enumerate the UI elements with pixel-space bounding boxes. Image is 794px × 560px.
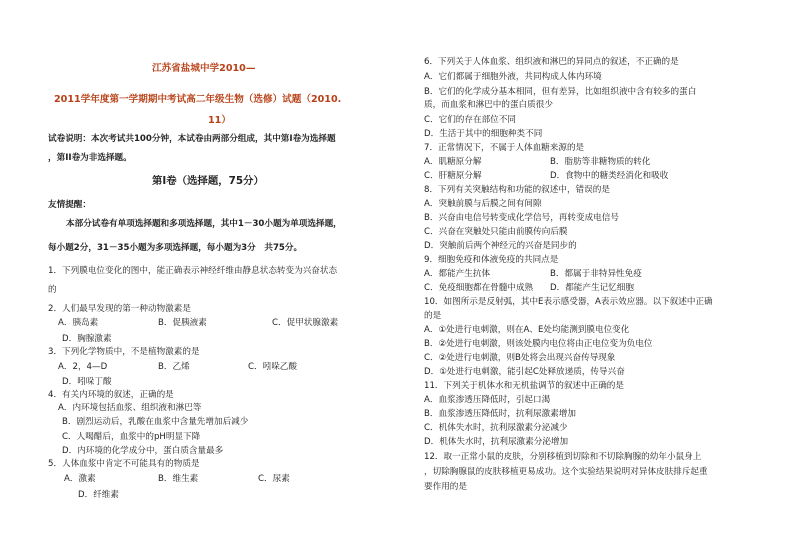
- question-12-line1: 12．取一正常小鼠的皮肤，分别移植到切除和不切除胸腺的幼年小鼠身上: [424, 452, 702, 462]
- question-4: 4．有关内环境的叙述，正确的是: [48, 390, 174, 400]
- question-4-option-d: D．内环境的化学成分中，蛋白质含量最多: [62, 446, 224, 456]
- question-5: 5．人体血浆中肯定不可能具有的物质是: [48, 459, 200, 469]
- question-7: 7．正常情况下，不属于人体血糖来源的是: [424, 143, 585, 153]
- question-6: 6．下列关于人体血浆、组织液和淋巴的异同点的叙述，不正确的是: [424, 57, 679, 67]
- question-7-option-c: C．肝糖原分解: [424, 171, 482, 181]
- exam-title-line3: 11）: [208, 115, 231, 126]
- exam-title-line2: 2011学年度第一学期期中考试高二年级生物（选修）试题（2010.: [54, 94, 342, 105]
- question-3-option-c: C．吲哚乙酸: [248, 362, 297, 372]
- question-4-option-b: B．剧烈运动后，乳酸在血浆中含量先增加后减少: [62, 417, 249, 427]
- tip-title: 友情提醒：: [48, 200, 91, 210]
- exam-note-line1: 试卷说明：本次考试共100分钟，本试卷由两部分组成，其中第I卷为选择题: [48, 134, 336, 144]
- question-9-option-c: C．免疫细胞都在骨髓中成熟: [424, 283, 534, 293]
- question-5-option-c: C．尿素: [258, 474, 290, 484]
- tip-line2: 每小题2分，31－35小题为多项选择题，每小题为3分 共75分。: [48, 243, 303, 253]
- tip-line1: 本部分试卷有单项选择题和多项选择题，其中1－30小题为单项选择题，: [66, 219, 342, 229]
- question-6-option-d: D．生活于其中的细胞种类不同: [424, 129, 543, 139]
- question-11-option-d: D．机体失水时，抗利尿激素分泌增加: [424, 437, 569, 447]
- question-8-option-a: A．突触前膜与后膜之间有间隙: [424, 199, 542, 209]
- question-2-option-d: D．胸腺激素: [62, 334, 112, 344]
- question-7-option-a: A．肌糖原分解: [424, 157, 482, 167]
- question-10-option-c: C．②处进行电刺激，则B处将会出现兴奋传导现象: [424, 353, 616, 363]
- question-11-option-a: A．血浆渗透压降低时，引起口渴: [424, 395, 551, 405]
- question-6-option-b-line1: B．它们的化学成分基本相同，但有差异，比如组织液中含有较多的蛋白: [424, 87, 697, 97]
- question-11-option-c: C．机体失水时，抗利尿激素分泌减少: [424, 423, 568, 433]
- question-8: 8．下列有关突触结构和功能的叙述中，错误的是: [424, 185, 610, 195]
- question-10-option-a: A．①处进行电刺激，则在A、E处均能测到膜电位变化: [424, 325, 630, 335]
- question-10-line1: 10．如图所示是反射弧，其中E表示感受器，A表示效应器。以下叙述中正确: [424, 297, 713, 307]
- question-8-option-d: D．突触前后两个神经元的兴奋是同步的: [424, 241, 577, 251]
- question-7-option-b: B．脂肪等非糖物质的转化: [550, 157, 651, 167]
- question-10-option-d: D．①处进行电刺激，能引起C处释放递质，传导兴奋: [424, 367, 625, 377]
- question-3: 3．下列化学物质中，不是植物激素的是: [48, 347, 200, 357]
- question-2-option-c: C．促甲状腺激素: [272, 318, 339, 328]
- question-2-option-b: B．促胰液素: [158, 318, 207, 328]
- question-1-line1: 1．下列膜电位变化的图中，能正确表示神经纤维由静息状态转变为兴奋状态: [48, 266, 338, 276]
- question-6-option-a: A．它们都属于细胞外液，共同构成人体内环境: [424, 72, 602, 82]
- question-3-option-a: A．2，4—D: [58, 362, 108, 372]
- question-5-option-b: B．维生素: [158, 474, 199, 484]
- question-12-line2: ，切除胸腺鼠的皮肤移植更易成功。这个实验结果说明对异体皮肤排斥起重: [424, 467, 708, 477]
- question-8-option-b: B．兴奋由电信号转变成化学信号，再转变成电信号: [424, 213, 619, 223]
- question-9-option-b: B．都属于非特异性免疫: [550, 269, 642, 279]
- question-3-option-b: B．乙烯: [158, 362, 190, 372]
- question-10-option-b: B．②处进行电刺激，则该处膜内电位将由正电位变为负电位: [424, 339, 653, 349]
- question-10-line2: 的是: [424, 311, 442, 321]
- question-6-option-b-line2: 质，而血浆和淋巴中的蛋白质很少: [424, 100, 553, 110]
- question-4-option-c: C．人喝醋后，血浆中的pH明显下降: [62, 432, 201, 442]
- question-6-option-c: C．它们的存在部位不同: [424, 115, 516, 125]
- exam-note-line2: ，第II卷为非选择题。: [48, 153, 132, 163]
- question-5-option-a: A．激素: [64, 474, 96, 484]
- question-9-option-d: D．都能产生记忆细胞: [550, 283, 634, 293]
- question-2: 2．人们最早发现的第一种动物激素是: [48, 304, 191, 314]
- exam-title-line1: 江苏省盐城中学2010—: [152, 63, 256, 74]
- part1-heading: 第I卷（选择题，75分）: [152, 175, 264, 187]
- question-4-option-a: A．内环境包括血浆、组织液和淋巴等: [58, 403, 202, 413]
- question-12-line3: 要作用的是: [424, 482, 467, 492]
- question-1-line2: 的: [48, 285, 57, 295]
- question-9: 9．细胞免疫和体液免疫的共同点是: [424, 255, 559, 265]
- question-7-option-d: D．食物中的糖类经消化和吸收: [550, 171, 669, 181]
- question-2-option-a: A．胰岛素: [58, 318, 99, 328]
- question-8-option-c: C．兴奋在突触处只能由前膜传向后膜: [424, 227, 568, 237]
- question-9-option-a: A．都能产生抗体: [424, 269, 491, 279]
- question-11: 11．下列关于机体水和无机盐调节的叙述中正确的是: [424, 381, 624, 391]
- question-5-option-d: D．纤维素: [78, 490, 119, 500]
- question-3-option-d: D．吲哚丁酸: [62, 377, 112, 387]
- question-11-option-b: B．血浆渗透压降低时，抗利尿激素增加: [424, 409, 576, 419]
